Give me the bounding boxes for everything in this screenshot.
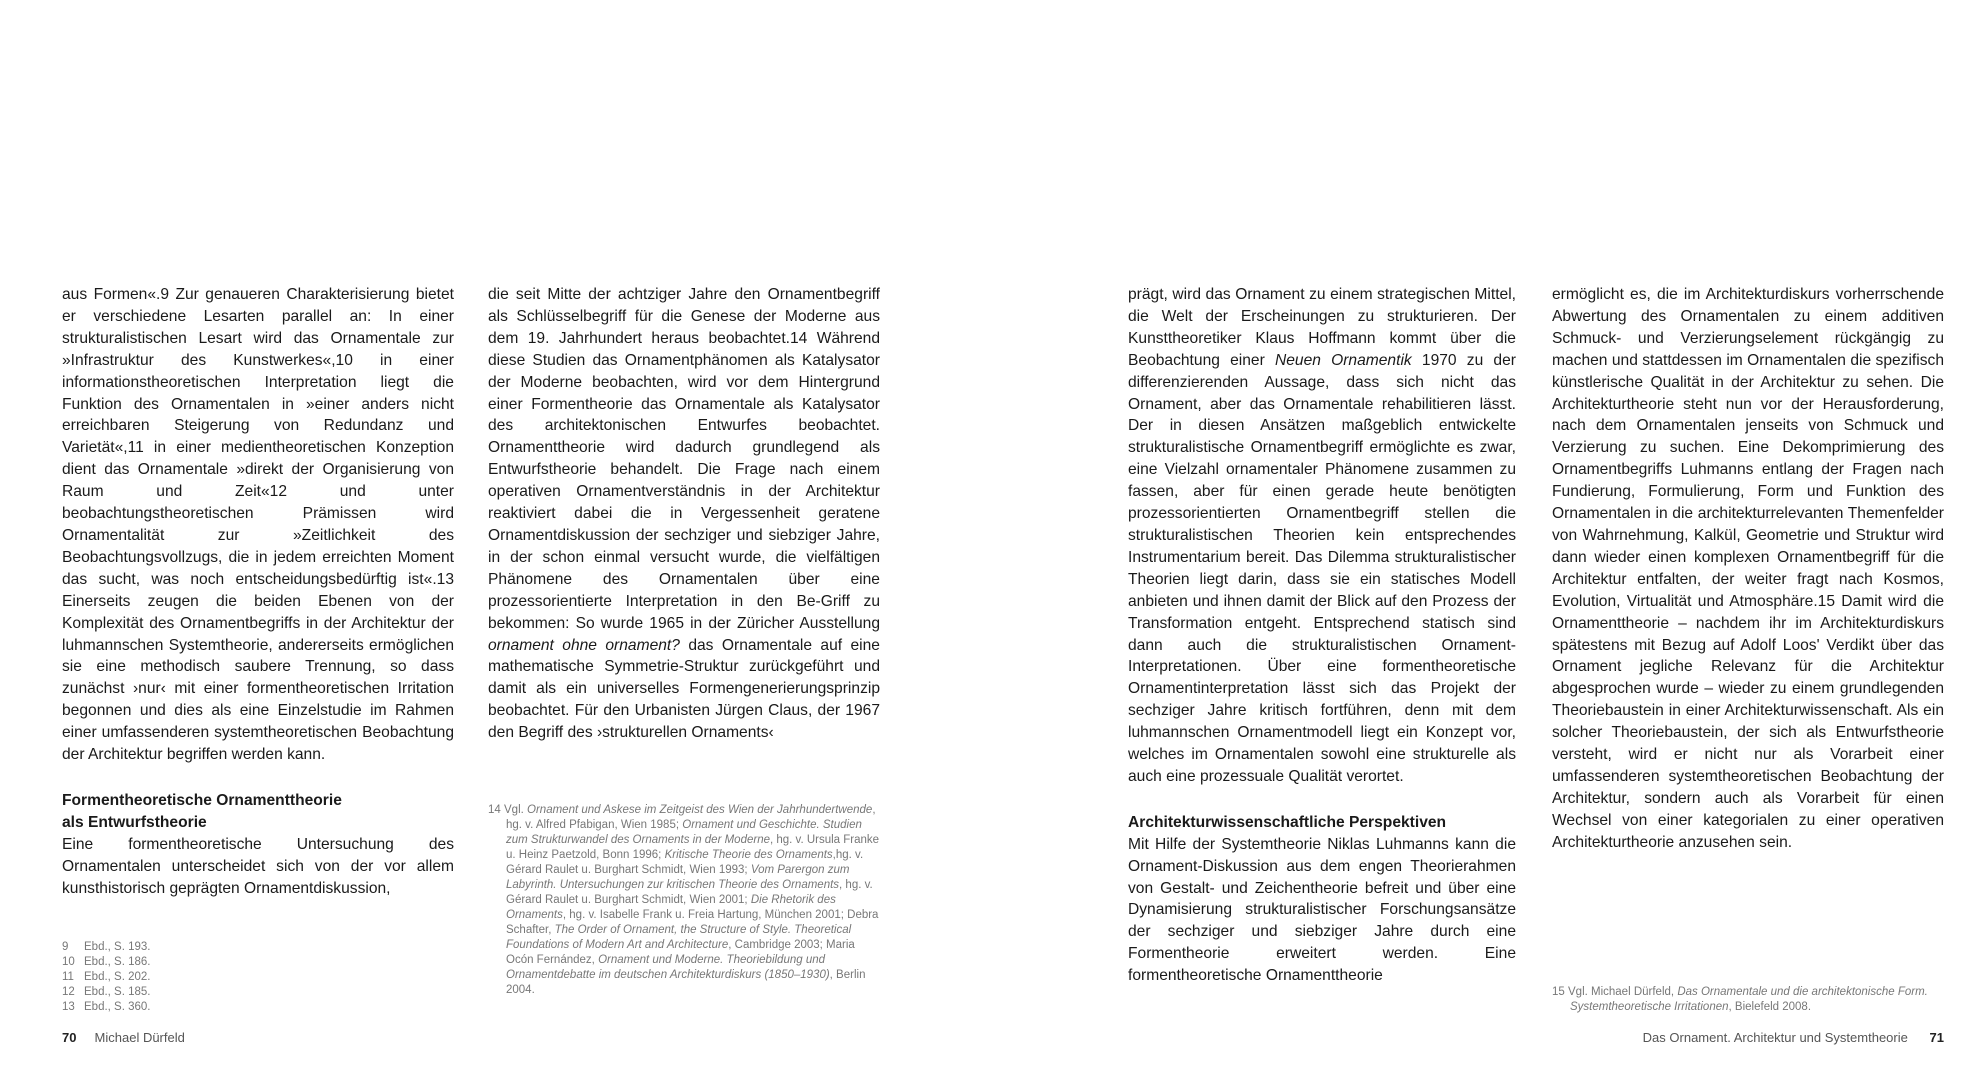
page-number: 70 <box>62 1030 77 1045</box>
book-title: Das Ornament. Architektur und Systemtheorie <box>1642 1030 1908 1045</box>
right-page-column-2 <box>1552 284 1944 854</box>
section-heading-line-2: als Entwurfstheorie <box>62 813 207 831</box>
left-page-column-2 <box>488 284 880 744</box>
footnote-15 <box>1552 985 1944 1015</box>
footnote: 10 Ebd., S. 186. <box>62 956 151 968</box>
body-paragraph: Mit Hilfe der Systemtheorie Niklas Luhmanns kann die Ornament-Diskussion aus dem engen Theorierahmen von Gestalt- und Zeichentheorie befreit und über eine Dynamisierung strukturalistischer Forschungsansätze der sechziger und siebziger Jahre durch eine Formentheorie erweitert werden. Eine formentheoretische Ornamenttheorie <box>1128 835 1516 985</box>
footnote: 12 Ebd., S. 185. <box>62 986 151 998</box>
body-paragraph <box>1128 284 1516 788</box>
author-name: Michael Dürfeld <box>94 1030 185 1045</box>
footnote: 15 Vgl. Michael Dürfeld, Das Ornamentale und die architektonische Form. Systemtheoretische Irritationen, Bielefeld 2008. <box>1552 986 1928 1013</box>
italic-term: Neuen Ornamentik <box>1274 351 1412 369</box>
page-folio-right <box>1643 1030 1944 1045</box>
body-text: 1970 zu der differenzierenden Aussage, dass sich nicht das Ornament, aber das Ornamentale rehabilitieren lässt. Der in diesen Ansätzen maßgeblich entwickelte strukturalistische Ornamentbegriff ermöglichte es zwar, eine Vielzahl ornamentaler Phänomene zusammen zu fassen, aber für einen gerade heute benötigten prozessorientierten Ornamentbegriff stellen die strukturalistischen Theorien kein entsprechendes Instrumentarium bereit. Das Dilemma strukturalistischer Theorien liegt darin, dass sie ein statisches Modell anbieten und ihnen damit der Blick auf den Prozess der Transformation entgeht. Entsprechend statisch sind dann auch die strukturalistischen Ornament-Interpretationen. Über eine formentheoretische Ornamentinterpretation lässt sich das Projekt der sechziger Jahre kritisch fortführen, denn mit dem luhmannschen Ornamentmodell liegt ein Konzept vor, welches im Ornamentalen sowohl eine strukturelle als auch eine prozessuale Qualität verortet. <box>1128 351 1516 785</box>
footnotes-9-13 <box>62 940 362 1015</box>
body-text: die seit Mitte der achtziger Jahre den Ornamentbegriff als Schlüsselbegriff für die Genese der Moderne aus dem 19. Jahrhundert heraus beobachtet.14 Während diese Studien das Ornamentphänomen als Katalysator der Moderne beobachten, wird vor dem Hintergrund einer Formentheorie das Ornamentale als Katalysator des architektonischen Entwurfes beobachtet. Ornamenttheorie wird dadurch grundlegend als Entwurfstheorie behandelt. Die Frage nach einem operativen Ornamentverständnis in der Architektur reaktiviert dabei die in Vergessenheit geratene Ornamentdiskussion der sechziger und siebziger Jahre, in der schon einmal versucht wurde, die vielfältigen Phänomene des Ornamentalen über eine prozessorientierte Interpretation in den Be-Griff zu bekommen: So wurde 1965 in der Züricher Ausstellung <box>488 286 880 632</box>
body-text: prägt, wird das Ornament zu einem strategischen Mittel, die Welt der Erscheinungen zu strukturieren. Der Kunsttheoretiker Klaus Hoffmann kommt über die Beobachtung einer <box>1128 286 1516 369</box>
left-page-column-1 <box>62 284 454 899</box>
page-folio-left <box>62 1030 185 1045</box>
body-paragraph: ermöglicht es, die im Architekturdiskurs vorherrschende Abwertung des Ornamentalen zu einem additiven Schmuck- und Verzierungselement rückgängig zu machen und stattdessen im Ornamentalen die spezifisch künstlerische Qualität in der Architektur zu sehen. Die Architekturtheorie steht nun vor der Herausforderung, nach dem Ornamentalen jenseits von Schmuck und Verzierung zu suchen. Eine Dekomprimierung des Ornamentbegriffs Luhmanns entlang der Fragen nach Fundierung, Formulierung, Form und Funktion des Ornamentalen in die architekturrelevanten Themenfelder von Wahrnehmung, Kalkül, Geometrie und Struktur wird dann wieder einen komplexen Ornamentbegriff für die Architektur entfalten, der weiter fragt nach Kosmos, Evolution, Virtualität und Atmosphäre.15 Damit wird die Ornamenttheorie – nachdem ihr im Architekturdiskurs spätestens mit Bezug auf Adolf Loos' Verdikt über das Ornament jegliche Relevanz für die Architektur abgesprochen wurde – wieder zu einem grundlegenden Theoriebaustein in einer Architekturwissenschaft. Als ein solcher Theoriebaustein, der sich als Entwurfstheorie versteht, wird er nicht nur als Vorarbeit einer umfassenderen systemtheoretischen Beobachtung der Architektur, sondern auch als Vorarbeit für einen Wechsel von einer kategorialen zu einer operativen Architekturtheorie anzusehen sein. <box>1552 286 1944 851</box>
section-heading-line-1: Formentheoretische Ornamenttheorie <box>62 791 342 809</box>
footnote: 14 Vgl. Ornament und Askese im Zeitgeist des Wien der Jahrhundertwende, hg. v. Alfred Pfabigan, Wien 1985; Ornament und Geschichte. Studien zum Strukturwandel des Ornaments in der Moderne, hg. v. Ursula Franke u. Heinz Paetzold, Bonn 1996; Kritische Theorie des Ornaments,hg. v. Gérard Raulet u. Burghart Schmidt, Wien 1993; Vom Parergon zum Labyrinth. Untersuchungen zur kritischen Theorie des Ornaments, hg. v. Gérard Raulet u. Burghart Schmidt, Wien 2001; Die Rhetorik des Ornaments, hg. v. Isabelle Frank u. Freia Hartung, München 2001; Debra Schafter, The Order of Ornament, the Structure of Style. Theoretical Foundations of Modern Art and Architecture, Cambridge 2003; Maria Ocón Fernández, Ornament und Moderne. Theoriebildung und Ornamentdebatte im deutschen Architekturdiskurs (1850–1930), Berlin 2004. <box>488 804 880 996</box>
page-number: 71 <box>1929 1030 1944 1045</box>
exhibition-title: ornament ohne ornament? <box>488 636 680 654</box>
footnote: 13 Ebd., S. 360. <box>62 1001 151 1013</box>
body-paragraph: Eine formentheoretische Untersuchung des Ornamentalen unterscheidet sich von der vor allem kunsthistorisch geprägten Ornamentdiskussion, <box>62 835 454 897</box>
footnote-14 <box>488 803 880 998</box>
section-heading <box>62 790 454 834</box>
body-paragraph: aus Formen«.9 Zur genaueren Charakterisierung bietet er verschiedene Lesarten parallel an: In einer strukturalistischen Lesart wird das Ornamentale zur »Infrastruktur des Kunstwerkes«,10 in einer informationstheoretischen Interpretation liegt die Funktion des Ornamentalen in »einer anders nicht erreichbaren Steigerung von Redundanz und Varietät«,11 in einer medientheoretischen Konzeption dient das Ornamentale »direkt der Organisierung von Raum und Zeit«12 und unter beobachtungstheoretischen Prämissen wird Ornamentalität zur »Zeitlichkeit des Beobachtungsvollzugs, die in jedem erreichten Moment das sucht, was noch entscheidungsbedürftig ist«.13 Einerseits zeugen die beiden Ebenen von der Komplexität des Ornamentbegriffs in der Architektur der luhmannschen Systemtheorie, andererseits ermöglichen sie eine methodisch saubere Trennung, so dass zunächst ›nur‹ mit einer formentheoretischen Irritation begonnen und dies als eine Einzelstudie im Rahmen einer umfassenderen systemtheoretischen Beobachtung der Architektur begriffen werden kann. <box>62 286 454 764</box>
right-page <box>992 0 1984 1086</box>
section-heading: Architekturwissenschaftliche Perspektiven <box>1128 813 1447 831</box>
body-paragraph <box>488 284 880 744</box>
footnote: 9 Ebd., S. 193. <box>62 941 151 953</box>
footnote: 11 Ebd., S. 202. <box>62 971 151 983</box>
body-text: das Ornamentale auf eine mathematische Symmetrie-Struktur zurückgeführt und damit als ein universelles Formengenerierungsprinzip beobachtet. Für den Urbanisten Jürgen Claus, der 1967 den Begriff des ›strukturellen Ornaments‹ <box>488 636 880 742</box>
right-page-column-1 <box>1128 284 1516 987</box>
